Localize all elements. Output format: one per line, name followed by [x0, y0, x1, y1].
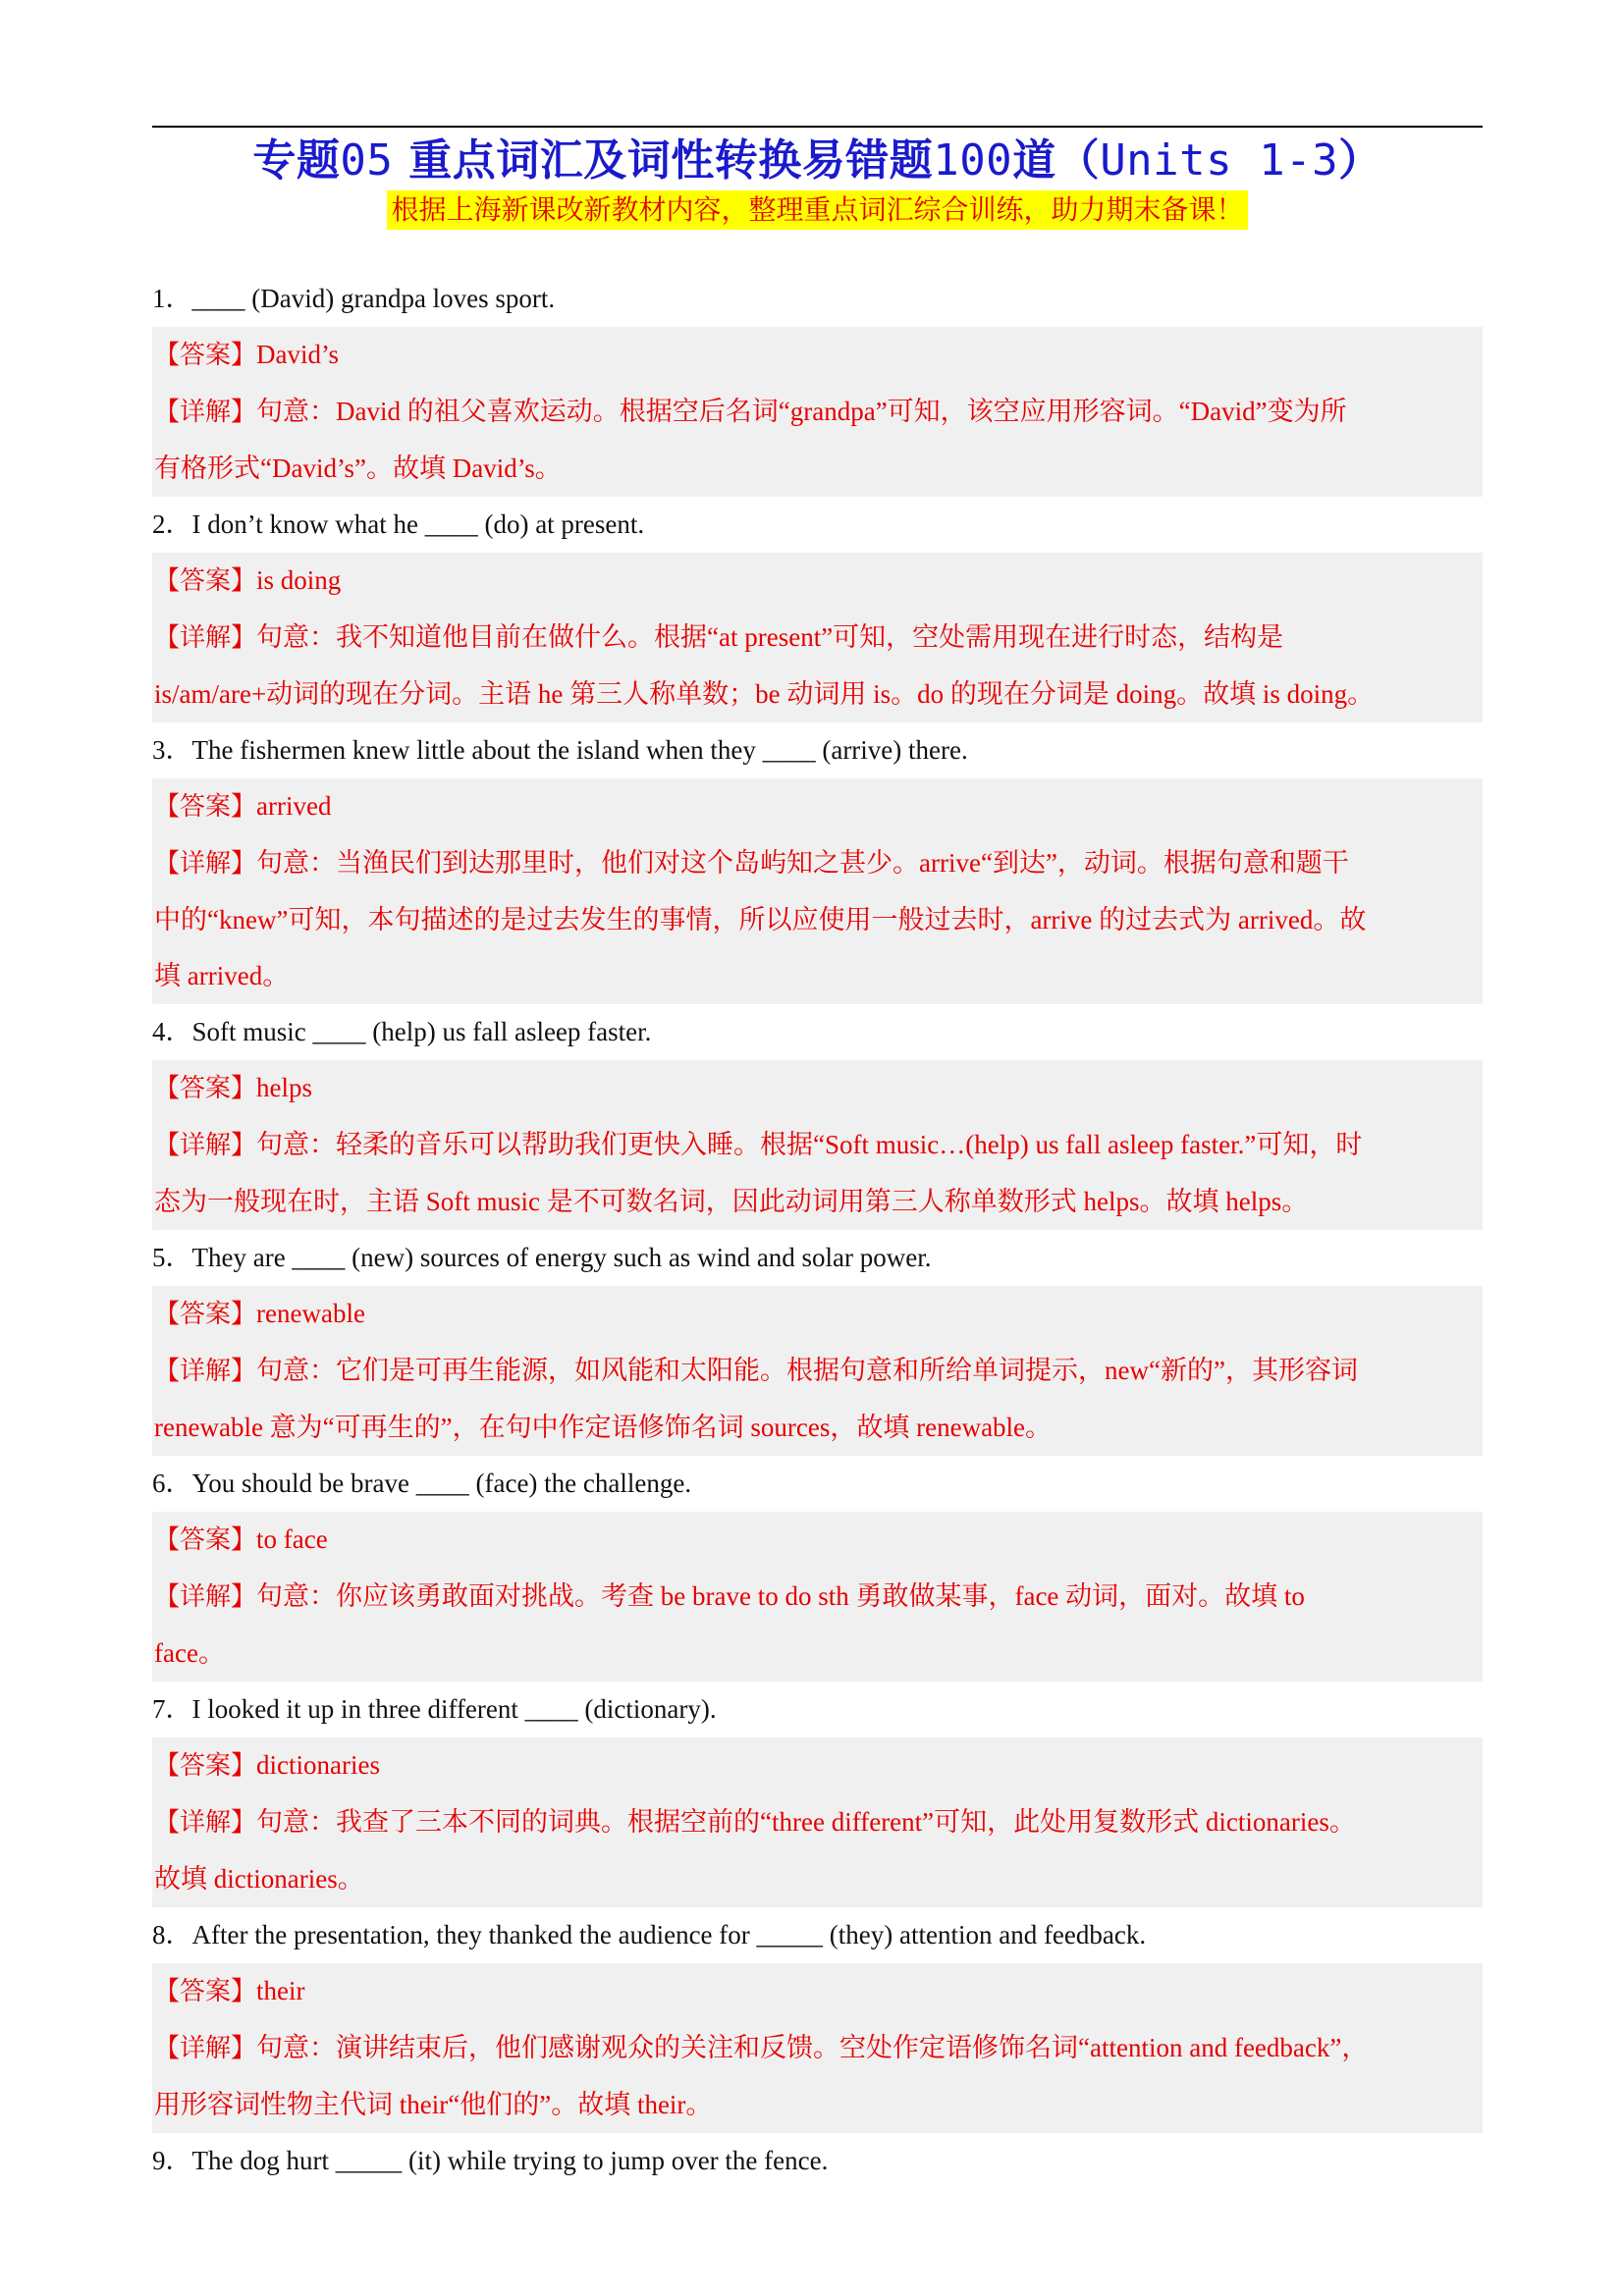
answer-value-4: helps — [256, 1073, 313, 1102]
title-count: 100 — [933, 135, 1013, 186]
title-part-a: 专题 — [252, 135, 341, 186]
explanation-text-8-1: 句意：演讲结束后，他们感谢观众的关注和反馈。空处作定语修饰名词“attention and feedback”， — [256, 2033, 1369, 2062]
document-title — [152, 132, 1483, 190]
answer-line-8 — [154, 1963, 1483, 2020]
answer-block-4 — [152, 1060, 1483, 1230]
question-3: 3．The fishermen knew little about the island when they ____ (arrive) there. — [152, 735, 968, 765]
explanation-line-3-2: 中的“knew”可知，本句描述的是过去发生的事情，所以应使用一般过去时，arrive 的过去式为 arrived。故 — [154, 905, 1367, 934]
answer-value-7: dictionaries — [256, 1750, 380, 1780]
explanation-label: 【详解】 — [154, 398, 257, 427]
document-page — [152, 126, 1483, 2189]
answer-value-6: to face — [256, 1524, 328, 1554]
answer-value-5: renewable — [256, 1299, 365, 1328]
title-part-c: 道（ — [1012, 135, 1101, 186]
explanation-line-2-2: is/am/are+动词的现在分词。主语 he 第三人称单数；be 动词用 is。do 的现在分词是 doing。故填 is doing。 — [154, 679, 1375, 709]
explanation-line-5-1 — [154, 1343, 1483, 1400]
explanation-label: 【详解】 — [154, 1131, 257, 1160]
answer-label: 【答案】 — [154, 792, 257, 822]
question-9: 9．The dog hurt _____ (it) while trying to jump over the fence. — [152, 2146, 829, 2175]
question-2: 2．I don’t know what he ____ (do) at present. — [152, 509, 645, 539]
question-list — [152, 271, 1483, 2189]
explanation-line-8-2: 用形容词性物主代词 their“他们的”。故填 their。 — [154, 2090, 713, 2119]
question-8: 8．After the presentation, they thanked the audience for _____ (they) attention and feedback. — [152, 1920, 1147, 1949]
answer-value-3: arrived — [256, 791, 332, 821]
question-6: 6．You should be brave ____ (face) the challenge. — [152, 1468, 692, 1498]
explanation-line-2-1 — [154, 610, 1483, 667]
question-5: 5．They are ____ (new) sources of energy such as wind and solar power. — [152, 1243, 932, 1272]
answer-block-1 — [152, 327, 1483, 497]
answer-block-8 — [152, 1963, 1483, 2133]
answer-value-2: is doing — [256, 565, 342, 595]
explanation-line-6-1 — [154, 1569, 1483, 1626]
explanation-line-1-2: 有格形式“David’s”。故填 David’s。 — [154, 454, 562, 483]
answer-label: 【答案】 — [154, 1977, 257, 2006]
answer-block-2 — [152, 553, 1483, 722]
header-rule — [152, 126, 1483, 128]
explanation-text-7-1: 句意：我查了三本不同的词典。根据空前的“three different”可知，此处用复数形式 dictionaries。 — [256, 1807, 1356, 1837]
title-units: Units 1-3 — [1100, 135, 1339, 186]
question-4: 4．Soft music ____ (help) us fall asleep faster. — [152, 1017, 652, 1046]
explanation-text-5-1: 句意：它们是可再生能源，如风能和太阳能。根据句意和所给单词提示，new“新的”，其形容词 — [256, 1356, 1358, 1385]
answer-label: 【答案】 — [154, 1300, 257, 1329]
explanation-text-3-1: 句意：当渔民们到达那里时，他们对这个岛屿知之甚少。arrive“到达”，动词。根据句意和题干 — [256, 848, 1349, 878]
explanation-line-6-2: face。 — [154, 1638, 225, 1668]
answer-label: 【答案】 — [154, 566, 257, 596]
title-part-b: 重点词汇及词性转换易错题 — [408, 135, 934, 186]
answer-block-7 — [152, 1737, 1483, 1907]
answer-block-6 — [152, 1512, 1483, 1682]
explanation-line-8-1 — [154, 2020, 1483, 2077]
answer-line-4 — [154, 1060, 1483, 1117]
explanation-label: 【详解】 — [154, 1357, 257, 1386]
explanation-line-7-1 — [154, 1794, 1483, 1851]
explanation-text-6-1: 句意：你应该勇敢面对挑战。考查 be brave to do sth 勇敢做某事，face 动词，面对。故填 to — [256, 1581, 1305, 1611]
explanation-line-3-3: 填 arrived。 — [154, 961, 290, 990]
explanation-line-7-2: 故填 dictionaries。 — [154, 1864, 364, 1894]
answer-line-3 — [154, 778, 1483, 835]
document-subtitle: 根据上海新课改新教材内容，整理重点词汇综合训练，助力期末备课！ — [387, 190, 1247, 230]
answer-block-5 — [152, 1286, 1483, 1456]
subtitle-wrap — [152, 190, 1483, 230]
explanation-text-2-1: 句意：我不知道他目前在做什么。根据“at present”可知，空处需用现在进行时态，结构是 — [256, 622, 1284, 652]
explanation-label: 【详解】 — [154, 623, 257, 653]
answer-label: 【答案】 — [154, 341, 257, 370]
question-1: 1．____ (David) grandpa loves sport. — [152, 284, 556, 313]
explanation-label: 【详解】 — [154, 2034, 257, 2063]
answer-line-7 — [154, 1737, 1483, 1794]
answer-label: 【答案】 — [154, 1525, 257, 1555]
answer-label: 【答案】 — [154, 1751, 257, 1781]
answer-line-6 — [154, 1512, 1483, 1569]
explanation-line-4-1 — [154, 1117, 1483, 1174]
explanation-label: 【详解】 — [154, 1808, 257, 1838]
explanation-text-4-1: 句意：轻柔的音乐可以帮助我们更快入睡。根据“Soft music…(help) us fall asleep faster.”可知，时 — [256, 1130, 1363, 1159]
explanation-line-4-2: 态为一般现在时，主语 Soft music 是不可数名词，因此动词用第三人称单数形式 helps。故填 helps。 — [154, 1187, 1309, 1216]
answer-line-1 — [154, 327, 1483, 384]
explanation-line-5-2: renewable 意为“可再生的”，在句中作定语修饰名词 sources，故填 renewable。 — [154, 1413, 1053, 1442]
answer-line-5 — [154, 1286, 1483, 1343]
explanation-label: 【详解】 — [154, 849, 257, 879]
question-7: 7．I looked it up in three different ____ (dictionary). — [152, 1694, 717, 1724]
explanation-line-1-1 — [154, 384, 1483, 441]
answer-value-8: their — [256, 1976, 305, 2005]
answer-value-1: David’s — [256, 340, 340, 369]
explanation-label: 【详解】 — [154, 1582, 257, 1612]
explanation-text-1-1: 句意：David 的祖父喜欢运动。根据空后名词“grandpa”可知，该空应用形容词。“David”变为所 — [256, 397, 1347, 426]
answer-block-3 — [152, 778, 1483, 1004]
answer-label: 【答案】 — [154, 1074, 257, 1103]
explanation-line-3-1 — [154, 835, 1483, 892]
title-end: ） — [1338, 135, 1382, 186]
title-number: 05 — [340, 135, 394, 186]
answer-line-2 — [154, 553, 1483, 610]
